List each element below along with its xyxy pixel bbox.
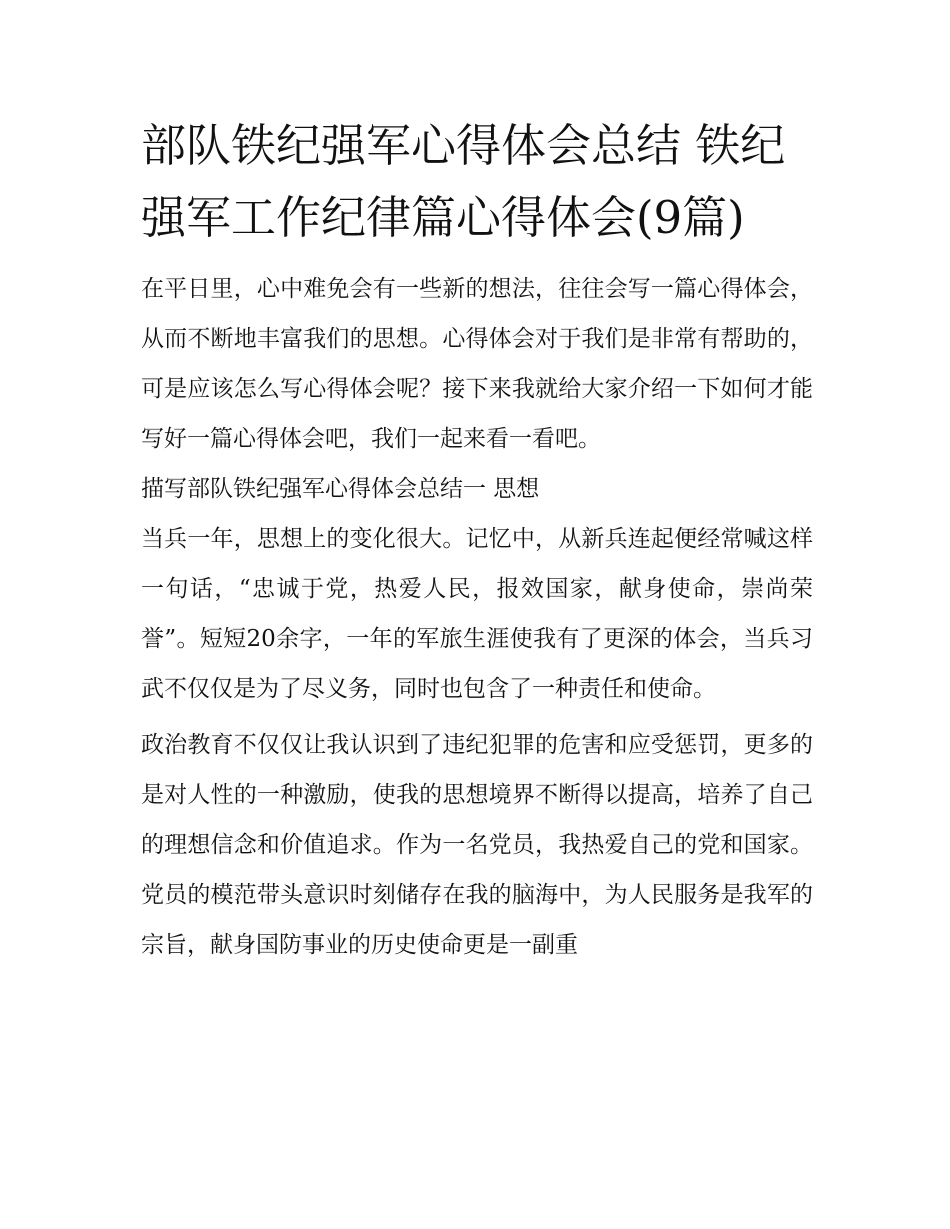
- section-heading: 描写部队铁纪强军心得体会总结一 思想: [141, 476, 540, 502]
- document-title: 部队铁纪强军心得体会总结 铁纪强军工作纪律篇心得体会(9篇): [141, 119, 786, 244]
- body-paragraph-1: 当兵一年，思想上的变化很大。记忆中，从新兵连起便经常喊这样一句话，“忠诚于党，热爱人民，报效国家，献身使命，崇尚荣誉”。短短20余字，一年的军旅生涯使我有了更深的体会，当兵习武不仅仅是为了尽义务，同时也包含了一种责任和使命。: [141, 526, 813, 702]
- document-page: [141, 110, 813, 970]
- body-paragraph-2: 政治教育不仅仅让我认识到了违纪犯罪的危害和应受惩罚，更多的是对人性的一种激励，使我的思想境界不断得以提高，培养了自己的理想信念和价值追求。作为一名党员，我热爱自己的党和国家。党员的模范带头意识时刻储存在我的脑海中，为人民服务是我军的宗旨，献身国防事业的历史使命更是一副重: [141, 732, 813, 958]
- intro-paragraph: 在平日里，心中难免会有一些新的想法，往往会写一篇心得体会，从而不断地丰富我们的思想。心得体会对于我们是非常有帮助的，可是应该怎么写心得体会呢？接下来我就给大家介绍一下如何才能写好一篇心得体会吧，我们一起来看一看吧。: [141, 276, 813, 452]
